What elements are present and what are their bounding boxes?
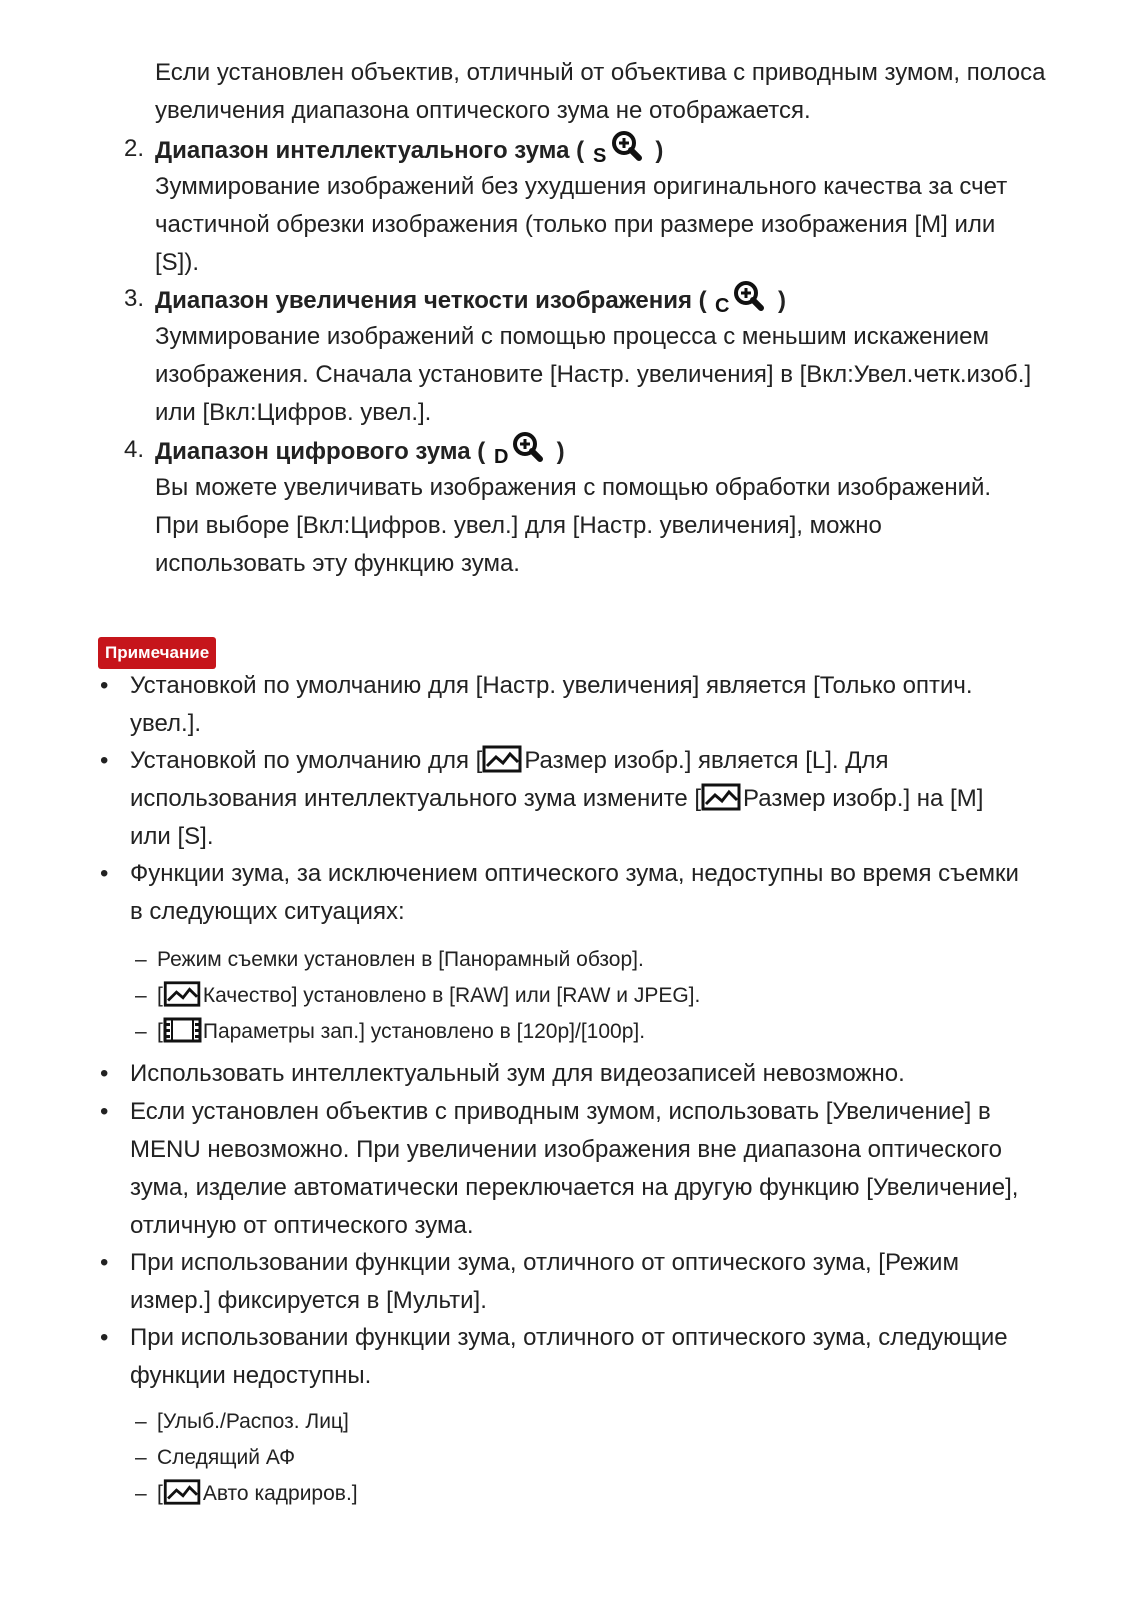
dash-marker: – <box>135 948 147 971</box>
bullet-text: При использовании функции зума, отличного от оптического зума, следующие функции недоступны. <box>130 1324 1008 1389</box>
note-badge: Примечание <box>98 637 216 669</box>
still-image-icon <box>482 744 524 774</box>
sub-item-text-part: Авто кадриров.] <box>202 1482 358 1505</box>
bullet-text: Использовать интеллектуальный зум для видеозаписей невозможно. <box>130 1060 905 1087</box>
bullet-dot: • <box>100 860 109 887</box>
bullet-dot: • <box>100 672 109 699</box>
intro-paragraph: Если установлен объектив, отличный от объектива с приводным зумом, полоса увеличения диапазона оптического зума не отображается. <box>155 59 1046 124</box>
sub-item-text-part: [Улыб./Распоз. Лиц] <box>157 1410 349 1433</box>
item-title-text: Диапазон цифрового зума <box>155 438 471 465</box>
bullet-dot: • <box>100 1249 109 1276</box>
bullet-dot: • <box>100 1098 109 1125</box>
sub-item-text-part: Следящий АФ <box>157 1446 296 1469</box>
movie-icon <box>163 1016 203 1044</box>
sub-item-text <box>157 1404 349 1440</box>
item-number: 4. <box>124 436 145 463</box>
item-title-text: Диапазон увеличения четкости изображения <box>155 287 692 314</box>
bullet-text-part: Размер изобр.] является [L]. Для использования интеллектуального зума измените [ <box>130 747 889 812</box>
bullet-text: Установкой по умолчанию для [Настр. увеличения] является [Только оптич. увел.]. <box>130 672 973 737</box>
dash-marker: – <box>135 984 147 1007</box>
still-image-icon <box>163 1478 203 1506</box>
still-image-icon <box>701 782 743 812</box>
still-image-icon <box>163 980 203 1008</box>
sub-item-text-part: [ <box>157 1482 163 1505</box>
smart-zoom-icon <box>591 130 649 164</box>
bullet-dot: • <box>100 747 109 774</box>
item-body: Зуммирование изображений с помощью процесса с меньшим искажением изображения. Сначала установите [Настр. увеличения] в [Вкл:Увел.четк.изоб.] или [Вкл:Цифров. увел.]. <box>155 323 1032 426</box>
bullet-text-part: Установкой по умолчанию для [ <box>130 747 483 774</box>
bullet-text <box>130 742 1030 856</box>
digital-zoom-icon <box>492 431 550 465</box>
bullet-dot: • <box>100 1324 109 1351</box>
sub-item-text <box>157 942 644 978</box>
dash-marker: – <box>135 1410 147 1433</box>
sub-item-text-part: Параметры зап.] установлено в [120p]/[100p]. <box>202 1020 646 1043</box>
svg-text:D: D <box>493 446 509 465</box>
dash-marker: – <box>135 1446 147 1469</box>
sub-item-text <box>157 978 700 1014</box>
item-number: 2. <box>124 135 145 162</box>
dash-marker: – <box>135 1482 147 1505</box>
item-body: Вы можете увеличивать изображения с помощью обработки изображений. При выборе [Вкл:Цифров. увел.] для [Настр. увеличения], можно использовать эту функцию зума. <box>155 474 992 577</box>
sub-item-text <box>157 1476 358 1512</box>
clear-image-zoom-icon <box>713 280 771 314</box>
svg-text:C: C <box>715 295 730 314</box>
sub-item-text <box>157 1440 295 1476</box>
bullet-text-part: Размер изобр.] на [M] или [S]. <box>130 785 984 850</box>
item-title: Диапазон интеллектуального зума ( S ) <box>155 130 663 170</box>
item-body: Зуммирование изображений без ухудшения оригинального качества за счет частичной обрезки изображения (только при размере изображения [M] или [S]). <box>155 173 1008 276</box>
dash-marker: – <box>135 1020 147 1043</box>
sub-item-text-part: Качество] установлено в [RAW] или [RAW и JPEG]. <box>202 984 701 1007</box>
item-title: Диапазон цифрового зума ( D ) <box>155 431 565 471</box>
item-title-text: Диапазон интеллектуального зума <box>155 137 570 164</box>
item-number: 3. <box>124 285 145 312</box>
bullet-text: При использовании функции зума, отличного от оптического зума, [Режим измер.] фиксируется в [Мульти]. <box>130 1249 959 1314</box>
sub-item-text-part: [ <box>157 1020 163 1043</box>
bullet-text: Если установлен объектив с приводным зумом, использовать [Увеличение] в MENU невозможно. При увеличении изображения вне диапазона оптического зума, изделие автоматически переключается на другую функцию [Увеличение], отличную от оптического зума. <box>130 1098 1019 1239</box>
bullet-text: Функции зума, за исключением оптического зума, недоступны во время съемки в следующих ситуациях: <box>130 860 1019 925</box>
sub-item-text-part: [ <box>157 984 163 1007</box>
bullet-dot: • <box>100 1060 109 1087</box>
sub-item-text-part: Режим съемки установлен в [Панорамный обзор]. <box>157 948 644 971</box>
sub-item-text <box>157 1014 645 1050</box>
item-title: Диапазон увеличения четкости изображения ( C ) <box>155 280 786 320</box>
svg-text:S: S <box>592 145 607 164</box>
